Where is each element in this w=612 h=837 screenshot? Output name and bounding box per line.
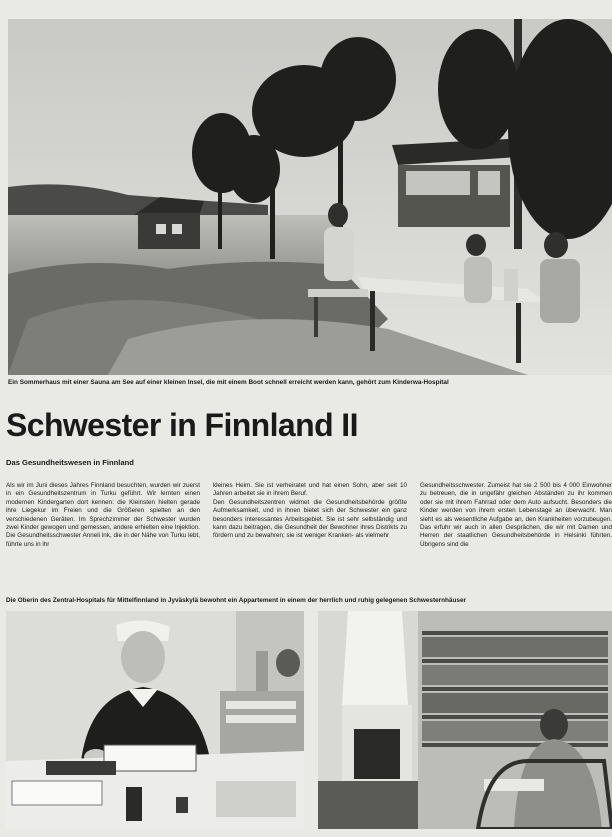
top-photo-caption: Ein Sommerhaus mit einer Sauna am See auf einer kleinen Insel, die mit einem Boot schnell erreicht werden kann, gehört zum Kinderwa-Hospital — [8, 379, 449, 386]
bottom-photos-caption: Die Oberin des Zentral-Hospitals für Mittelfinnland in Jyväskylä bewohnt ein Appartement in einem der herrlich und ruhig gelegenen Schwesternhäuser — [6, 597, 466, 604]
article-title: Schwester in Finnland II — [6, 407, 358, 443]
article-column-2 — [213, 482, 407, 574]
column-2-text: kleines Heim. Sie ist verheiratet und hat einen Sohn, aber seit 10 Jahren arbeitet sie in ihrem Beruf. Den Gesundheitszentren widmet die Gesundheitsbehörde größte Aufmerksamkeit, und in ihnen bietet sich der Schwester ein ganz besonders interessantes Arbeitsgebiet. Sie ist sehr selbständig und kann dazu beitragen, die Gesundheit der Bewohner ihres Distrikts zu fördern und zu bewahren; sie ist weniger Kranken- als vielmehr — [213, 482, 407, 540]
apartment-living-room-scene — [318, 611, 612, 829]
article-subtitle: Das Gesundheitswesen in Finnland — [6, 458, 134, 467]
bottom-right-photo — [318, 611, 612, 829]
bottom-left-photo — [6, 611, 304, 829]
top-photo — [8, 19, 612, 375]
matron-at-desk-scene — [6, 611, 304, 829]
article-column-3 — [420, 482, 612, 574]
column-1-text: Als wir im Juni dieses Jahres Finnland besuchten, wurden wir zuerst in ein Gesundheitszentrum in Turku geführt. Wir lernten einen modernen Kindergarten dort kennen: die Kleinsten hielten gerade ihre Liegekur im Freien und die Größeren spielten an den verschiedenen Geräten. Im Sprechzimmer der Schwester wurden zwei Kinder gewogen und gemessen, andere erhielten eine Injektion. Die Gesundheitsschwester Anneli lnk, die in der Nähe von Turku lebt, führte uns in ihr — [6, 482, 200, 548]
article-column-1 — [6, 482, 200, 574]
column-3-text: Gesundheitsschwester. Zumeist hat sie 2 500 bis 4 000 Einwohner zu betreuen, die in ungefähr gleichen Abständen zu ihr kommen oder sie mit ihrem Fahrrad oder dem Auto aufsucht. Besonders die Kinder werden von ihrem ersten Lebenstage an überwacht. Man sieht es als wesentliche Aufgabe an, den Krankheiten vorzubeugen. Das erfuhr wir auch in allen Gesprächen, die wir mit Damen und Herren der staatlichen Gesundheitsbehörde in Helsinki führten. Übrigens sind die — [420, 482, 612, 548]
lakeside-sauna-scene — [8, 19, 612, 375]
